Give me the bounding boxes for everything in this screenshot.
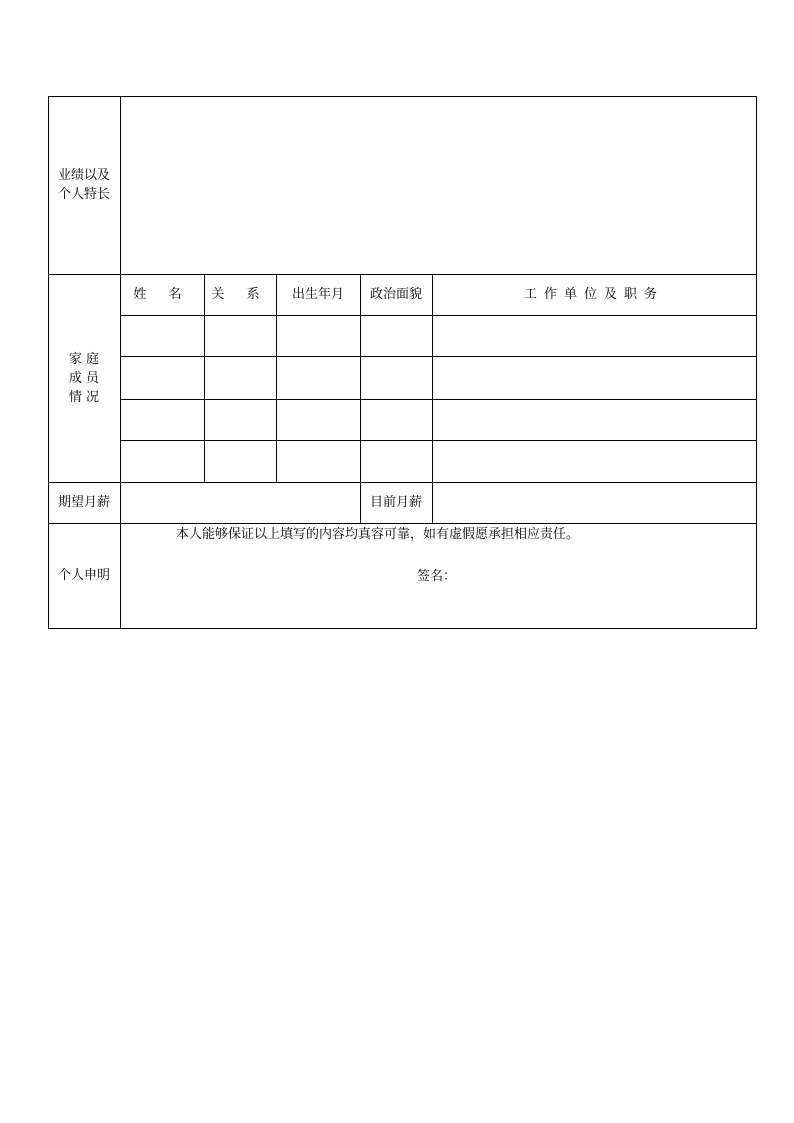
achievements-label: 业绩以及 个人特长 xyxy=(48,96,121,275)
family-header-work: 工作单位及职务 xyxy=(432,274,757,316)
family-header-politics: 政治面貌 xyxy=(360,274,433,316)
family-row-1-relation[interactable] xyxy=(204,315,277,357)
family-row-1-work[interactable] xyxy=(432,315,757,357)
family-members-label: 家 庭 成 员 情 况 xyxy=(48,274,121,483)
declaration-label: 个人申明 xyxy=(48,523,121,629)
family-header-name: 姓 名 xyxy=(120,274,205,316)
family-row-3-relation[interactable] xyxy=(204,399,277,441)
family-row-4-work[interactable] xyxy=(432,440,757,483)
current-salary-label: 目前月薪 xyxy=(360,482,433,524)
family-header-birth: 出生年月 xyxy=(276,274,361,316)
family-row-1-name[interactable] xyxy=(120,315,205,357)
family-header-relation: 关 系 xyxy=(204,274,277,316)
family-row-2-name[interactable] xyxy=(120,356,205,400)
signature-label: 签名： xyxy=(417,569,457,584)
current-salary-input[interactable] xyxy=(432,482,757,524)
declaration-text: 本人能够保证以上填写的内容均真容可靠，如有虚假愿承担相应责任。 xyxy=(176,527,580,542)
family-row-3-politics[interactable] xyxy=(360,399,433,441)
family-row-4-politics[interactable] xyxy=(360,440,433,483)
expected-salary-input[interactable] xyxy=(120,482,361,524)
family-row-2-birth[interactable] xyxy=(276,356,361,400)
family-row-4-birth[interactable] xyxy=(276,440,361,483)
family-row-1-birth[interactable] xyxy=(276,315,361,357)
family-row-2-relation[interactable] xyxy=(204,356,277,400)
family-row-4-relation[interactable] xyxy=(204,440,277,483)
family-row-3-name[interactable] xyxy=(120,399,205,441)
expected-salary-label: 期望月薪 xyxy=(48,482,121,524)
family-row-1-politics[interactable] xyxy=(360,315,433,357)
family-row-4-name[interactable] xyxy=(120,440,205,483)
family-row-3-birth[interactable] xyxy=(276,399,361,441)
family-row-2-politics[interactable] xyxy=(360,356,433,400)
family-row-3-work[interactable] xyxy=(432,399,757,441)
achievements-input[interactable] xyxy=(120,96,757,275)
family-row-2-work[interactable] xyxy=(432,356,757,400)
